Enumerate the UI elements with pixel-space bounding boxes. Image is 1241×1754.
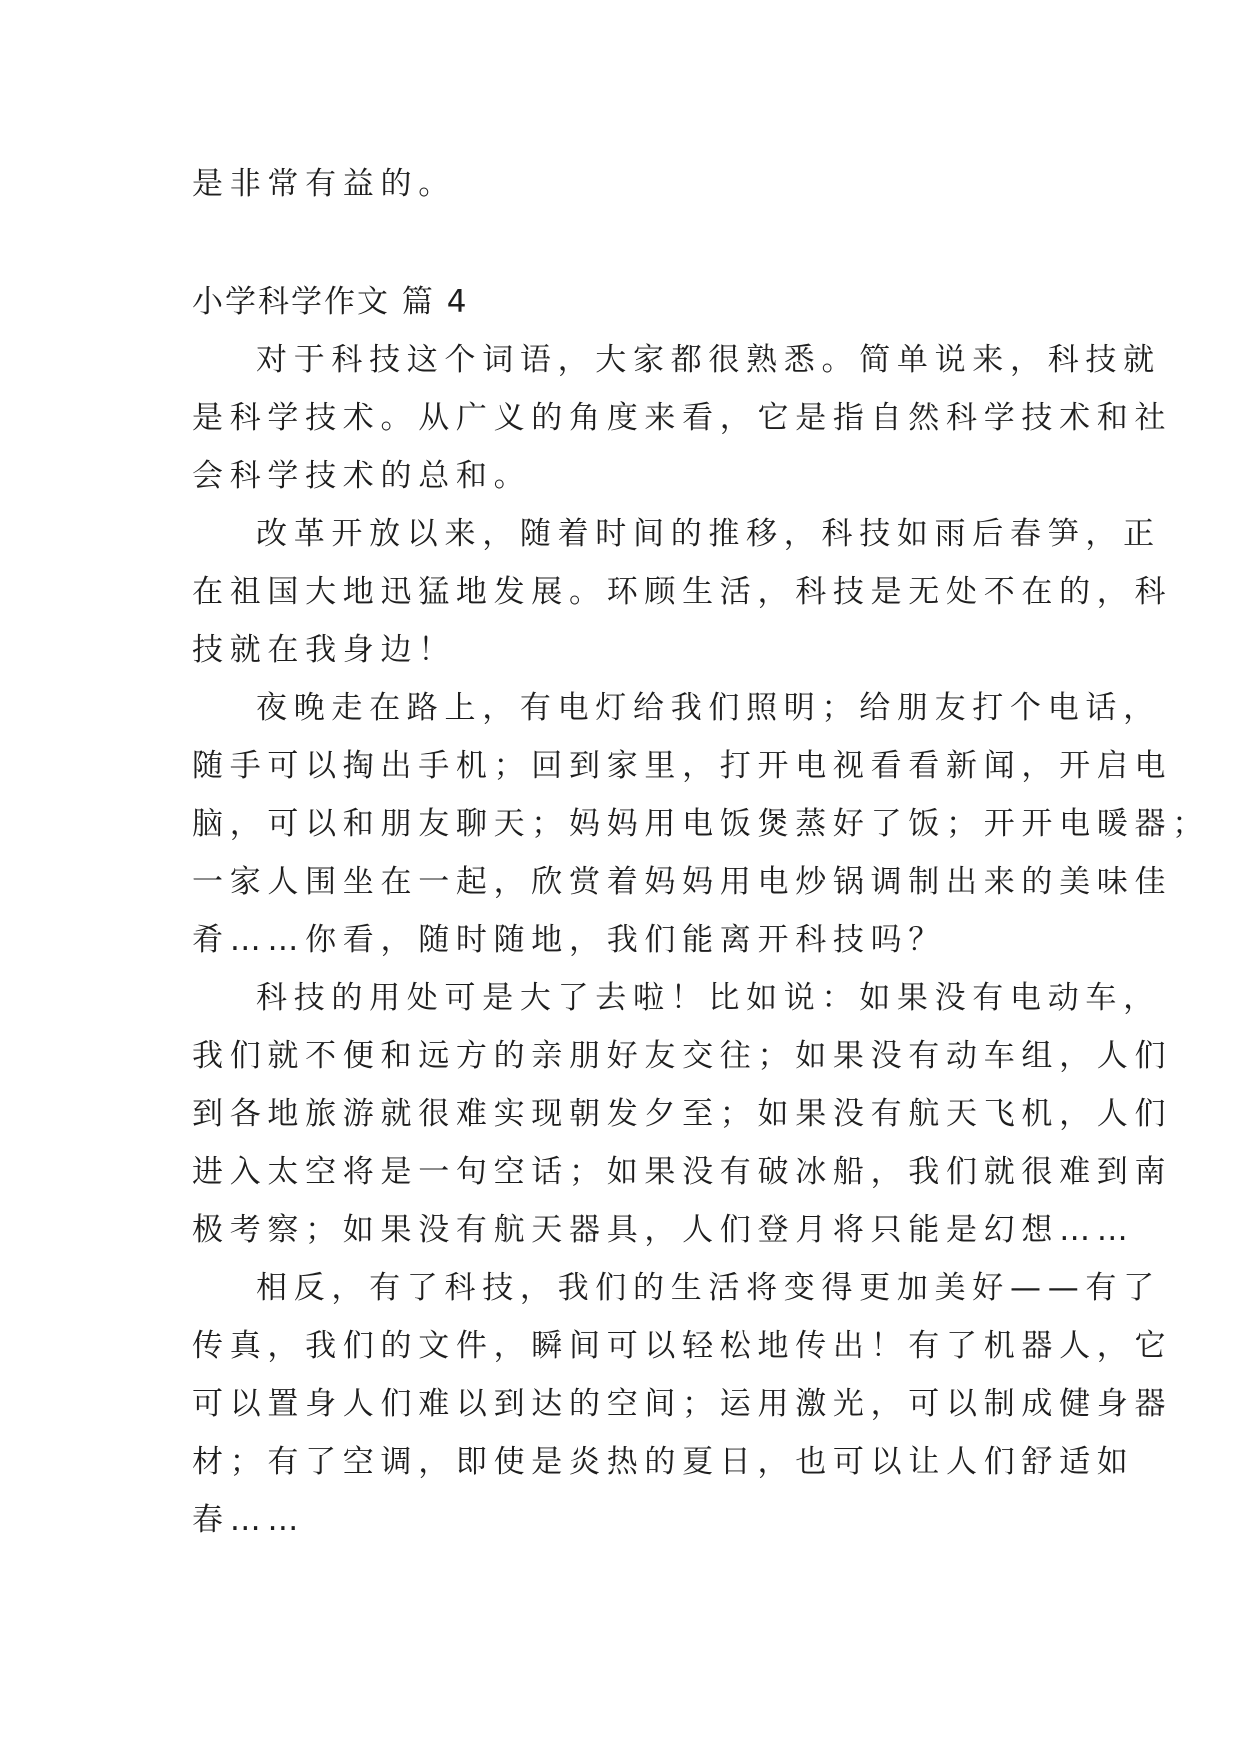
text-line: 科技的用处可是大了去啦！比如说：如果没有电动车， (256, 980, 1161, 1016)
text-line: 传真，我们的文件，瞬间可以轻松地传出！有了机器人，它 (192, 1328, 1173, 1364)
text-line: 随手可以掏出手机；回到家里，打开电视看看新闻，开启电 (192, 748, 1173, 784)
text-line: 在祖国大地迅猛地发展。环顾生活，科技是无处不在的，科 (192, 574, 1173, 610)
text-line: 相反，有了科技，我们的生活将变得更加美好——有了 (256, 1270, 1161, 1306)
text-line: 脑，可以和朋友聊天；妈妈用电饭煲蒸好了饭；开开电暖器； (192, 806, 1210, 842)
text-line: 技就在我身边！ (192, 632, 456, 668)
text-line: 会科学技术的总和。 (192, 458, 532, 494)
text-line: 进入太空将是一句空话；如果没有破冰船，我们就很难到南 (192, 1154, 1173, 1190)
text-line: 肴……你看，随时随地，我们能离开科技吗？ (192, 922, 946, 958)
text-line: 一家人围坐在一起，欣赏着妈妈用电炒锅调制出来的美味佳 (192, 864, 1173, 900)
text-line: 到各地旅游就很难实现朝发夕至；如果没有航天飞机，人们 (192, 1096, 1173, 1132)
text-line: 对于科技这个词语，大家都很熟悉。简单说来，科技就 (256, 342, 1161, 378)
section-heading: 小学科学作文 篇 4 (192, 284, 469, 320)
text-line: 春…… (192, 1502, 306, 1538)
text-line: 极考察；如果没有航天器具，人们登月将只能是幻想…… (192, 1212, 1135, 1248)
text-line: 是非常有益的。 (192, 166, 456, 202)
text-line: 是科学技术。从广义的角度来看，它是指自然科学技术和社 (192, 400, 1173, 436)
text-line: 我们就不便和远方的亲朋好友交往；如果没有动车组，人们 (192, 1038, 1173, 1074)
text-line: 可以置身人们难以到达的空间；运用激光，可以制成健身器 (192, 1386, 1173, 1422)
text-line: 夜晚走在路上，有电灯给我们照明；给朋友打个电话， (256, 690, 1161, 726)
text-line: 材；有了空调，即使是炎热的夏日，也可以让人们舒适如 (192, 1444, 1135, 1480)
text-line: 改革开放以来，随着时间的推移，科技如雨后春笋，正 (256, 516, 1161, 552)
